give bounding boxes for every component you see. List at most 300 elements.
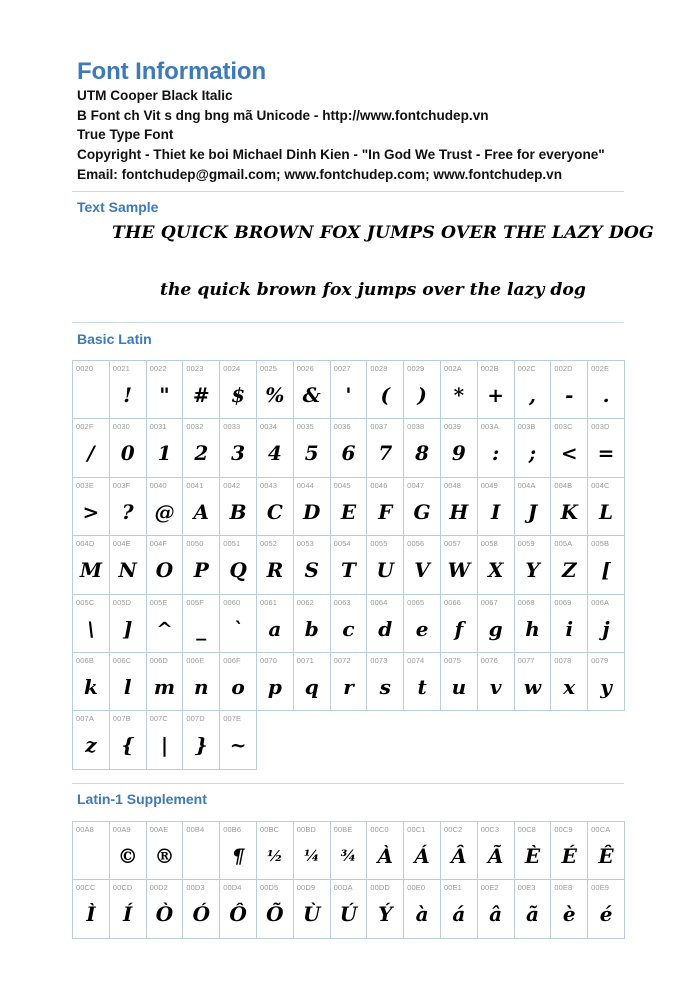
glyph-char: [ [601, 558, 611, 583]
glyph-cell [551, 822, 588, 880]
glyph-code: 0052 [259, 539, 278, 549]
glyph-code: 00C1 [407, 825, 426, 834]
glyph-code: 0029 [407, 364, 425, 373]
glyph-code: 0055 [370, 539, 388, 549]
glyph-char: * [453, 383, 465, 407]
glyph-cell [147, 595, 184, 653]
glyph-code: 00E1 [443, 883, 462, 893]
glyph-cell [220, 595, 257, 653]
glyph-cell [110, 595, 147, 653]
glyph-code: 0078 [554, 655, 572, 665]
glyph-char: : [491, 441, 500, 466]
glyph-char: r [343, 674, 354, 699]
glyph-char: $ [231, 383, 246, 407]
glyph-cell [588, 653, 625, 711]
glyph-cell [183, 711, 220, 769]
glyph-char: j [602, 616, 610, 641]
glyph-code: 0075 [443, 655, 462, 665]
glyph-cell [588, 478, 625, 536]
glyph-code: 007B [112, 714, 131, 724]
divider [72, 191, 624, 192]
glyph-code: 00BE [333, 825, 353, 834]
glyph-char: & [302, 383, 321, 407]
glyph-row [73, 595, 625, 653]
glyph-cell [220, 653, 257, 711]
glyph-cell [331, 361, 368, 419]
glyph-code: 002B [480, 364, 499, 373]
section-heading-latin1-supplement: Latin-1 Supplement [77, 791, 207, 807]
glyph-char: A [193, 499, 210, 524]
glyph-code: 00D4 [223, 883, 242, 893]
glyph-code: 0038 [407, 422, 425, 432]
glyph-char: é [599, 902, 613, 927]
divider [72, 783, 624, 784]
glyph-code: 0040 [149, 480, 167, 490]
glyph-row [73, 822, 625, 880]
glyph-code: 0036 [333, 422, 351, 432]
glyph-code: 00DD [370, 883, 390, 893]
glyph-code: 0034 [259, 422, 278, 432]
glyph-cell [294, 361, 331, 419]
glyph-cell [257, 361, 294, 419]
glyph-row [73, 711, 625, 769]
glyph-char: É [561, 844, 577, 868]
glyph-char: m [153, 674, 176, 699]
glyph-char: . [602, 383, 610, 407]
glyph-code: 00C2 [443, 825, 463, 834]
glyph-char: q [304, 674, 319, 699]
glyph-row [73, 361, 625, 419]
glyph-row [73, 880, 625, 938]
glyph-char: Y [525, 558, 540, 583]
glyph-cell [110, 880, 147, 938]
glyph-code: 0035 [296, 422, 314, 432]
glyph-code: 003C [554, 422, 573, 432]
glyph-char: G [413, 499, 431, 524]
glyph-code: 0068 [517, 597, 535, 607]
glyph-char: á [452, 902, 466, 927]
glyph-code: 0044 [296, 480, 314, 490]
glyph-code: 0058 [480, 539, 498, 549]
glyph-cell [588, 595, 625, 653]
glyph-char: v [489, 674, 502, 699]
glyph-code: 007E [223, 714, 242, 724]
glyph-char: 3 [231, 441, 246, 466]
glyph-char: O [155, 558, 174, 583]
font-type: True Type Font [77, 127, 174, 143]
glyph-code: 003B [517, 422, 536, 432]
glyph-code: 005E [149, 597, 168, 607]
glyph-char: + [487, 383, 505, 407]
glyph-cell [551, 419, 588, 477]
glyph-cell [73, 822, 110, 880]
glyph-char: ½ [267, 847, 283, 865]
glyph-code: 003E [76, 480, 94, 490]
glyph-code: 0050 [186, 539, 204, 549]
glyph-char: b [304, 616, 319, 641]
glyph-cell [110, 653, 147, 711]
glyph-char: ) [417, 383, 427, 407]
glyph-code: 0048 [443, 480, 462, 490]
glyph-cell [73, 536, 110, 594]
glyph-cell [367, 478, 404, 536]
glyph-code: 0053 [296, 539, 314, 549]
glyph-code: 0027 [333, 364, 351, 373]
glyph-char: L [599, 499, 614, 524]
glyph-cell [441, 822, 478, 880]
glyph-char: 9 [451, 441, 466, 466]
glyph-cell [331, 536, 368, 594]
glyph-code: 005A [554, 539, 573, 549]
glyph-cell [367, 536, 404, 594]
glyph-cell [441, 361, 478, 419]
glyph-cell [257, 419, 294, 477]
glyph-char: - [565, 383, 574, 407]
glyph-cell [551, 361, 588, 419]
glyph-cell [110, 536, 147, 594]
glyph-code: 0062 [296, 597, 314, 607]
glyph-cell [367, 653, 404, 711]
glyph-char: H [449, 499, 469, 524]
glyph-cell [73, 361, 110, 419]
glyph-code: 0046 [370, 480, 388, 490]
glyph-code: 0069 [554, 597, 572, 607]
glyph-cell [183, 653, 220, 711]
glyph-code: 0020 [76, 364, 94, 373]
glyph-char: Õ [266, 902, 284, 927]
glyph-char: a [268, 616, 282, 641]
glyph-char: _ [196, 616, 207, 641]
glyph-cell [404, 653, 441, 711]
glyph-cell [220, 822, 257, 880]
glyph-char: 5 [304, 441, 319, 466]
glyph-code: 0032 [186, 422, 204, 432]
glyph-code: 00D5 [259, 883, 279, 893]
glyph-code: 0064 [370, 597, 388, 607]
font-description: B Font ch Vit s dng bng mã Unicode - http://www.fontchudep.vn [77, 107, 489, 123]
glyph-cell [588, 822, 625, 880]
glyph-cell [110, 419, 147, 477]
glyph-code: 00DA [333, 883, 353, 893]
glyph-code: 005C [76, 597, 95, 607]
glyph-char: < [560, 441, 578, 466]
glyph-code: 0024 [223, 364, 241, 373]
glyph-cell [515, 419, 552, 477]
glyph-cell [588, 880, 625, 938]
glyph-cell [441, 595, 478, 653]
glyph-cell [147, 880, 184, 938]
glyph-char: Ã [487, 844, 504, 868]
glyph-code: 0056 [407, 539, 425, 549]
glyph-cell [331, 478, 368, 536]
glyph-cell [441, 478, 478, 536]
glyph-cell [404, 536, 441, 594]
glyph-code: 0074 [407, 655, 425, 665]
glyph-char: y [600, 674, 612, 699]
glyph-code: 002A [443, 364, 462, 373]
glyph-cell [183, 822, 220, 880]
glyph-char: N [118, 558, 137, 583]
glyph-cell [73, 711, 110, 769]
glyph-code: 004E [112, 539, 131, 549]
glyph-cell [73, 880, 110, 938]
glyph-char: ] [122, 616, 133, 641]
glyph-cell [73, 419, 110, 477]
glyph-cell [147, 361, 184, 419]
glyph-char: ¾ [340, 847, 357, 865]
glyph-code: 0077 [517, 655, 535, 665]
glyph-code: 0045 [333, 480, 351, 490]
glyph-char: © [117, 844, 138, 868]
glyph-code: 006E [186, 655, 205, 665]
glyph-code: 006B [76, 655, 94, 665]
font-contact: Email: fontchudep@gmail.com; www.fontchudep.com; www.fontchudep.vn [77, 166, 563, 182]
font-info-block [77, 86, 605, 184]
glyph-code: 00CA [591, 825, 611, 834]
glyph-cell [515, 361, 552, 419]
glyph-char: = [597, 441, 615, 466]
glyph-row [73, 653, 625, 711]
glyph-cell [515, 880, 552, 938]
glyph-char: w [523, 674, 542, 699]
glyph-code: 0042 [223, 480, 241, 490]
glyph-code: 0061 [259, 597, 278, 607]
glyph-cell [478, 653, 515, 711]
glyph-cell [294, 880, 331, 938]
glyph-cell [147, 419, 184, 477]
glyph-code: 0049 [480, 480, 498, 490]
glyph-cell [257, 880, 294, 938]
glyph-char: ! [123, 383, 133, 407]
glyph-cell [331, 595, 368, 653]
glyph-cell [367, 822, 404, 880]
glyph-char: / [87, 441, 95, 466]
page-title: Font Information [77, 58, 267, 85]
divider [72, 322, 624, 323]
glyph-cell [404, 478, 441, 536]
glyph-char: 2 [194, 441, 209, 466]
glyph-char: % [265, 383, 285, 407]
glyph-char: À [377, 844, 394, 868]
glyph-char: Ù [302, 902, 321, 927]
glyph-cell [220, 419, 257, 477]
glyph-cell [441, 536, 478, 594]
glyph-cell [183, 361, 220, 419]
glyph-code: 006F [223, 655, 241, 665]
glyph-code: 00C0 [370, 825, 389, 834]
glyph-cell [220, 536, 257, 594]
glyph-char: è [562, 902, 576, 927]
glyph-char: { [121, 733, 135, 758]
glyph-char: ' [345, 383, 352, 407]
glyph-char: ã [525, 902, 539, 927]
glyph-code: 007D [186, 714, 205, 724]
glyph-char: s [379, 674, 391, 699]
glyph-char: Ô [229, 902, 247, 927]
glyph-cell [183, 536, 220, 594]
glyph-char: 8 [415, 441, 430, 466]
glyph-char: u [451, 674, 467, 699]
glyph-char: à [415, 902, 429, 927]
glyph-code: 0030 [112, 422, 130, 432]
glyph-cell [294, 478, 331, 536]
glyph-grid-basic-latin [72, 360, 625, 770]
glyph-cell [588, 536, 625, 594]
glyph-cell [183, 880, 220, 938]
glyph-code: 002E [591, 364, 610, 373]
glyph-code: 00D9 [296, 883, 316, 893]
glyph-char: } [194, 733, 208, 758]
glyph-code: 004C [591, 480, 610, 490]
glyph-cell [257, 653, 294, 711]
glyph-code: 0060 [223, 597, 241, 607]
glyph-char: I [490, 499, 501, 524]
glyph-char: D [303, 499, 321, 524]
glyph-char: c [342, 616, 355, 641]
glyph-cell [551, 478, 588, 536]
glyph-code: 00A9 [112, 825, 131, 834]
glyph-char: È [524, 844, 541, 868]
glyph-cell [478, 419, 515, 477]
glyph-cell [404, 880, 441, 938]
glyph-code: 0063 [333, 597, 351, 607]
glyph-char: Ê [598, 844, 614, 868]
glyph-row [73, 478, 625, 536]
glyph-cell [147, 478, 184, 536]
glyph-grid-latin1-supplement [72, 821, 625, 939]
glyph-cell [588, 361, 625, 419]
glyph-char: " [159, 383, 170, 407]
glyph-cell [294, 595, 331, 653]
glyph-cell [257, 536, 294, 594]
glyph-cell [294, 419, 331, 477]
glyph-cell [441, 880, 478, 938]
glyph-cell [147, 822, 184, 880]
glyph-cell [367, 880, 404, 938]
glyph-cell [110, 361, 147, 419]
glyph-cell [515, 595, 552, 653]
glyph-code: 0054 [333, 539, 351, 549]
glyph-cell [551, 595, 588, 653]
glyph-code: 00C9 [554, 825, 573, 834]
glyph-char: Ý [378, 902, 393, 927]
glyph-cell [220, 711, 257, 769]
glyph-code: 0047 [407, 480, 425, 490]
glyph-char: g [488, 616, 503, 641]
glyph-cell [257, 595, 294, 653]
glyph-char: ¶ [231, 844, 245, 868]
glyph-char: ; [528, 441, 537, 466]
glyph-cell [183, 595, 220, 653]
glyph-cell [257, 478, 294, 536]
glyph-char: | [160, 733, 169, 758]
glyph-code: 004F [149, 539, 168, 549]
glyph-code: 0051 [223, 539, 241, 549]
glyph-code: 00AE [149, 825, 169, 834]
glyph-code: 0076 [480, 655, 498, 665]
glyph-char: E [340, 499, 357, 524]
glyph-char: x [563, 674, 576, 699]
glyph-cell [551, 536, 588, 594]
glyph-cell [515, 536, 552, 594]
glyph-cell [478, 822, 515, 880]
glyph-code: 0065 [407, 597, 425, 607]
glyph-code: 00CD [112, 883, 133, 893]
glyph-code: 00E2 [480, 883, 499, 893]
glyph-cell [147, 536, 184, 594]
glyph-cell [147, 653, 184, 711]
glyph-cell [294, 653, 331, 711]
glyph-cell [294, 536, 331, 594]
glyph-code: 005D [112, 597, 132, 607]
glyph-code: 00B4 [186, 825, 205, 834]
glyph-char: Ì [86, 902, 96, 927]
glyph-char: Ò [155, 902, 174, 927]
glyph-code: 006A [591, 597, 610, 607]
glyph-char: B [229, 499, 247, 524]
glyph-char: F [378, 499, 393, 524]
glyph-cell [220, 478, 257, 536]
glyph-char: C [266, 499, 283, 524]
glyph-char: Ó [192, 902, 210, 927]
glyph-code: 0021 [112, 364, 130, 373]
glyph-char: Z [561, 558, 577, 583]
glyph-code: 0072 [333, 655, 351, 665]
glyph-cell [441, 653, 478, 711]
glyph-cell [331, 822, 368, 880]
section-heading-text-sample: Text Sample [77, 199, 159, 215]
glyph-cell [367, 595, 404, 653]
glyph-char: 6 [341, 441, 356, 466]
glyph-code: 0067 [480, 597, 498, 607]
glyph-cell [331, 419, 368, 477]
glyph-cell [331, 653, 368, 711]
glyph-cell [551, 653, 588, 711]
glyph-char: o [231, 674, 245, 699]
glyph-code: 0037 [370, 422, 388, 432]
glyph-char: i [565, 616, 574, 641]
glyph-code: 004A [517, 480, 536, 490]
glyph-row [73, 419, 625, 477]
glyph-char: â [489, 902, 503, 927]
glyph-char: 4 [267, 441, 282, 466]
glyph-code: 004B [554, 480, 573, 490]
font-name: UTM Cooper Black Italic [77, 88, 233, 103]
glyph-code: 00E9 [591, 883, 610, 893]
glyph-cell [478, 478, 515, 536]
glyph-cell [110, 711, 147, 769]
glyph-code: 002D [554, 364, 573, 373]
glyph-code: 002C [517, 364, 536, 373]
glyph-cell [515, 653, 552, 711]
glyph-char: ¼ [303, 847, 320, 865]
glyph-char: K [560, 499, 578, 524]
glyph-cell [367, 361, 404, 419]
glyph-char: ` [233, 616, 244, 641]
glyph-code: 0066 [443, 597, 462, 607]
glyph-char: k [83, 674, 98, 699]
glyph-char: ~ [229, 733, 247, 758]
glyph-char: e [415, 616, 429, 641]
glyph-code: 003A [480, 422, 499, 432]
glyph-cell [478, 595, 515, 653]
glyph-code: 0031 [149, 422, 167, 432]
glyph-code: 0057 [443, 539, 462, 549]
glyph-code: 0025 [259, 364, 278, 373]
glyph-code: 0059 [517, 539, 535, 549]
glyph-char: t [417, 674, 427, 699]
glyph-code: 002F [76, 422, 94, 432]
